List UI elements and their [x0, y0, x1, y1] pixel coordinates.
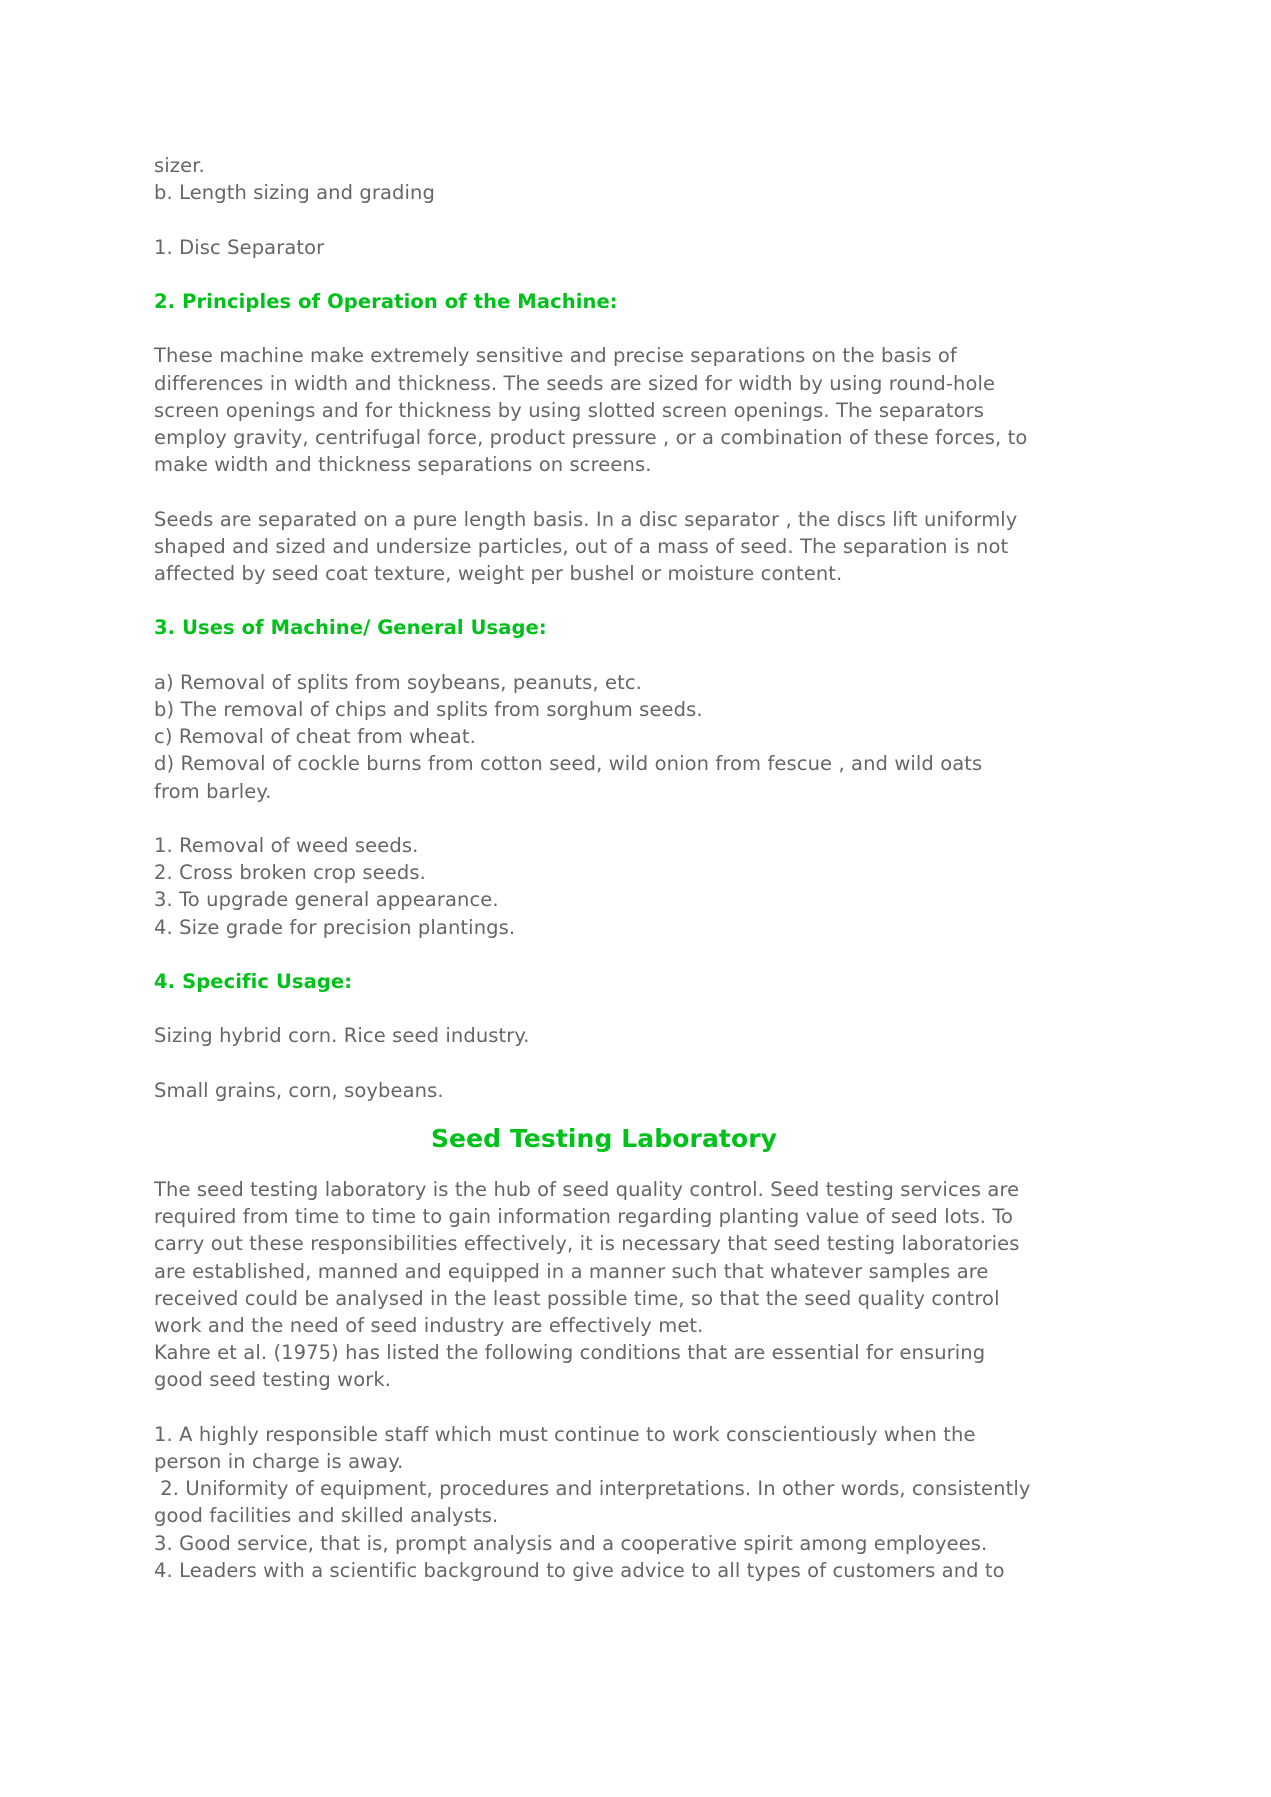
- list-item: from barley.: [154, 779, 272, 803]
- section-uses: [154, 614, 1134, 968]
- list-item: b) The removal of chips and splits from sorghum seeds.: [154, 697, 703, 721]
- section-specific-usage: [154, 968, 1134, 1120]
- text-line: b. Length sizing and grading: [154, 181, 435, 205]
- list-item: 1. A highly responsible staff which must continue to work conscientiously when the: [154, 1422, 976, 1446]
- section-heading: 4. Specific Usage:: [154, 969, 353, 993]
- spacer: [154, 587, 1134, 614]
- list-item: 1. Disc Separator: [154, 235, 325, 259]
- paragraph-line: good seed testing work.: [154, 1368, 392, 1392]
- page-title: Seed Testing Laboratory: [430, 1123, 778, 1153]
- spacer: [154, 805, 1134, 832]
- spacer: [154, 995, 1134, 1022]
- spacer: [154, 206, 1134, 233]
- list-item: 2. Cross broken crop seeds.: [154, 861, 426, 885]
- paragraph-line: screen openings and for thickness by using slotted screen openings. The separators: [154, 398, 985, 422]
- paragraph-line: make width and thickness separations on screens.: [154, 453, 652, 477]
- paragraph-line: received could be analysed in the least possible time, so that the seed quality control: [154, 1286, 1000, 1310]
- list-item: 4. Size grade for precision plantings.: [154, 915, 516, 939]
- section-principles: [154, 288, 1134, 614]
- intro-block: [154, 152, 1134, 288]
- list-item: 2. Uniformity of equipment, procedures and interpretations. In other words, consistently: [154, 1477, 1031, 1501]
- paragraph-line: are established, manned and equipped in a manner such that whatever samples are: [154, 1259, 989, 1283]
- list-item: 3. To upgrade general appearance.: [154, 888, 499, 912]
- document-page: [154, 152, 1134, 1584]
- paragraph-line: Kahre et al. (1975) has listed the following conditions that are essential for ensuring: [154, 1341, 986, 1365]
- spacer: [154, 642, 1134, 669]
- paragraph-line: work and the need of seed industry are effectively met.: [154, 1313, 704, 1337]
- list-item: 3. Good service, that is, prompt analysis and a cooperative spirit among employees.: [154, 1531, 988, 1555]
- list-item: person in charge is away.: [154, 1449, 404, 1473]
- spacer: [154, 1104, 1134, 1120]
- list-item: good facilities and skilled analysts.: [154, 1504, 499, 1528]
- list-item: c) Removal of cheat from wheat.: [154, 725, 476, 749]
- paragraph-line: The seed testing laboratory is the hub of seed quality control. Seed testing services are: [154, 1177, 1020, 1201]
- spacer: [154, 941, 1134, 968]
- list-item: 1. Removal of weed seeds.: [154, 833, 419, 857]
- section-heading: 3. Uses of Machine/ General Usage:: [154, 616, 547, 640]
- list-item: a) Removal of splits from soybeans, peanuts, etc.: [154, 670, 642, 694]
- paragraph-line: Seeds are separated on a pure length basis. In a disc separator , the discs lift uniformly: [154, 507, 1018, 531]
- spacer: [154, 1050, 1134, 1077]
- text-line: Sizing hybrid corn. Rice seed industry.: [154, 1024, 530, 1048]
- paragraph-line: affected by seed coat texture, weight per bushel or moisture content.: [154, 561, 843, 585]
- text-line: Small grains, corn, soybeans.: [154, 1078, 444, 1102]
- spacer: [154, 315, 1134, 342]
- spacer: [154, 1394, 1134, 1421]
- paragraph-line: employ gravity, centrifugal force, product pressure , or a combination of these forces, to: [154, 425, 1028, 449]
- list-item: d) Removal of cockle burns from cotton seed, wild onion from fescue , and wild oats: [154, 752, 983, 776]
- paragraph-line: differences in width and thickness. The seeds are sized for width by using round-hole: [154, 371, 996, 395]
- paragraph-line: These machine make extremely sensitive and precise separations on the basis of: [154, 344, 957, 368]
- section-seed-testing-lab: [154, 1124, 1134, 1584]
- list-item: 4. Leaders with a scientific background to give advice to all types of customers and to: [154, 1558, 1005, 1582]
- text-line: sizer.: [154, 154, 205, 177]
- paragraph-line: required from time to time to gain information regarding planting value of seed lots. To: [154, 1205, 1014, 1229]
- spacer: [154, 478, 1134, 505]
- section-heading: 2. Principles of Operation of the Machine:: [154, 289, 618, 313]
- spacer: [154, 261, 1134, 288]
- paragraph-line: shaped and sized and undersize particles, out of a mass of seed. The separation is not: [154, 534, 1009, 558]
- paragraph-line: carry out these responsibilities effectively, it is necessary that seed testing laboratories: [154, 1232, 1020, 1256]
